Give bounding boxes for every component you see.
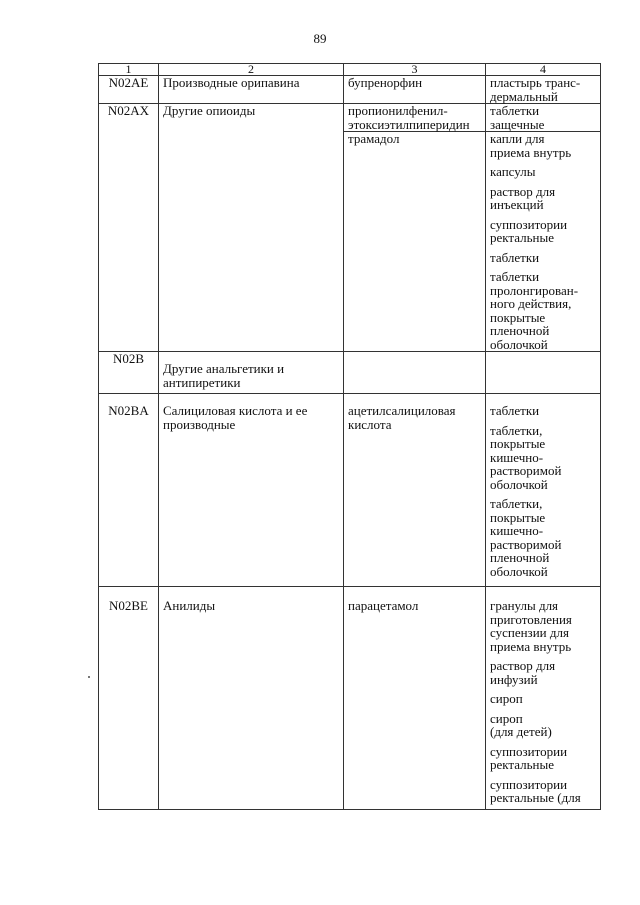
dosage-form: раствор для инъекций <box>490 183 556 212</box>
dosage-form: суппозитории ректальные <box>490 216 568 245</box>
dosage-form: сироп <box>490 691 523 706</box>
atc-code: N02B <box>99 352 159 394</box>
table-row <box>99 76 601 104</box>
drug-name: бупренорфин <box>344 76 486 104</box>
dosage-form: таблетки <box>490 249 540 265</box>
page-number: 89 <box>313 31 327 46</box>
header-col-3: 3 <box>344 64 486 76</box>
atc-code: N02AX <box>99 104 159 352</box>
atc-code: N02BE <box>99 587 159 810</box>
dosage-form: пластырь транс- дермальный <box>490 75 581 104</box>
drug-name <box>344 352 486 394</box>
atc-code: N02AE <box>99 76 159 104</box>
dosage-form: таблетки <box>490 403 540 418</box>
atc-group-name: Другие опиоиды <box>159 104 344 352</box>
dosage-form: таблетки защечные <box>490 103 545 132</box>
table-row <box>99 352 601 394</box>
dosage-forms <box>486 394 601 587</box>
header-col-2: 2 <box>159 64 344 76</box>
dosage-forms <box>486 104 601 132</box>
atc-group-name: Салициловая кислота и ее производные <box>159 394 344 587</box>
atc-code: N02BA <box>99 394 159 587</box>
scan-dot <box>88 676 90 678</box>
header-col-1: 1 <box>99 64 159 76</box>
dosage-form: сироп (для детей) <box>490 710 552 739</box>
dosage-forms <box>486 132 601 352</box>
drug-classification-table <box>98 63 601 810</box>
drug-name: парацетамол <box>344 587 486 810</box>
atc-group-name: Другие анальгетики и антипиретики <box>159 352 344 394</box>
dosage-form: суппозитории ректальные (для <box>490 776 581 805</box>
table-row <box>99 104 601 132</box>
dosage-form: таблетки, покрытые кишечно- растворимой оболочкой <box>490 422 562 492</box>
drug-name: пропионилфенил- этоксиэтилпиперидин <box>344 104 486 132</box>
dosage-forms <box>486 587 601 810</box>
dosage-form: капли для приема внутрь <box>490 131 572 160</box>
atc-group-name: Производные орипавина <box>159 76 344 104</box>
dosage-form: таблетки пролонгирован- ного действия, покрытые пленочной оболочкой <box>490 269 579 352</box>
dosage-form: гранулы для приготовления суспензии для приема внутрь <box>490 598 572 654</box>
table-header-row <box>99 64 601 76</box>
dosage-form: капсулы <box>490 164 536 179</box>
dosage-forms <box>486 352 601 394</box>
dosage-forms <box>486 76 601 104</box>
dosage-form: таблетки, покрытые кишечно- растворимой пленочной оболочкой <box>490 496 562 579</box>
table-row <box>99 587 601 810</box>
dosage-form: суппозитории ректальные <box>490 743 568 772</box>
dosage-form: раствор для инфузий <box>490 658 556 687</box>
header-col-4: 4 <box>486 64 601 76</box>
atc-group-name: Анилиды <box>159 587 344 810</box>
drug-name: трамадол <box>344 132 486 352</box>
table-row <box>99 394 601 587</box>
drug-name: ацетилсалициловая кислота <box>344 394 486 587</box>
